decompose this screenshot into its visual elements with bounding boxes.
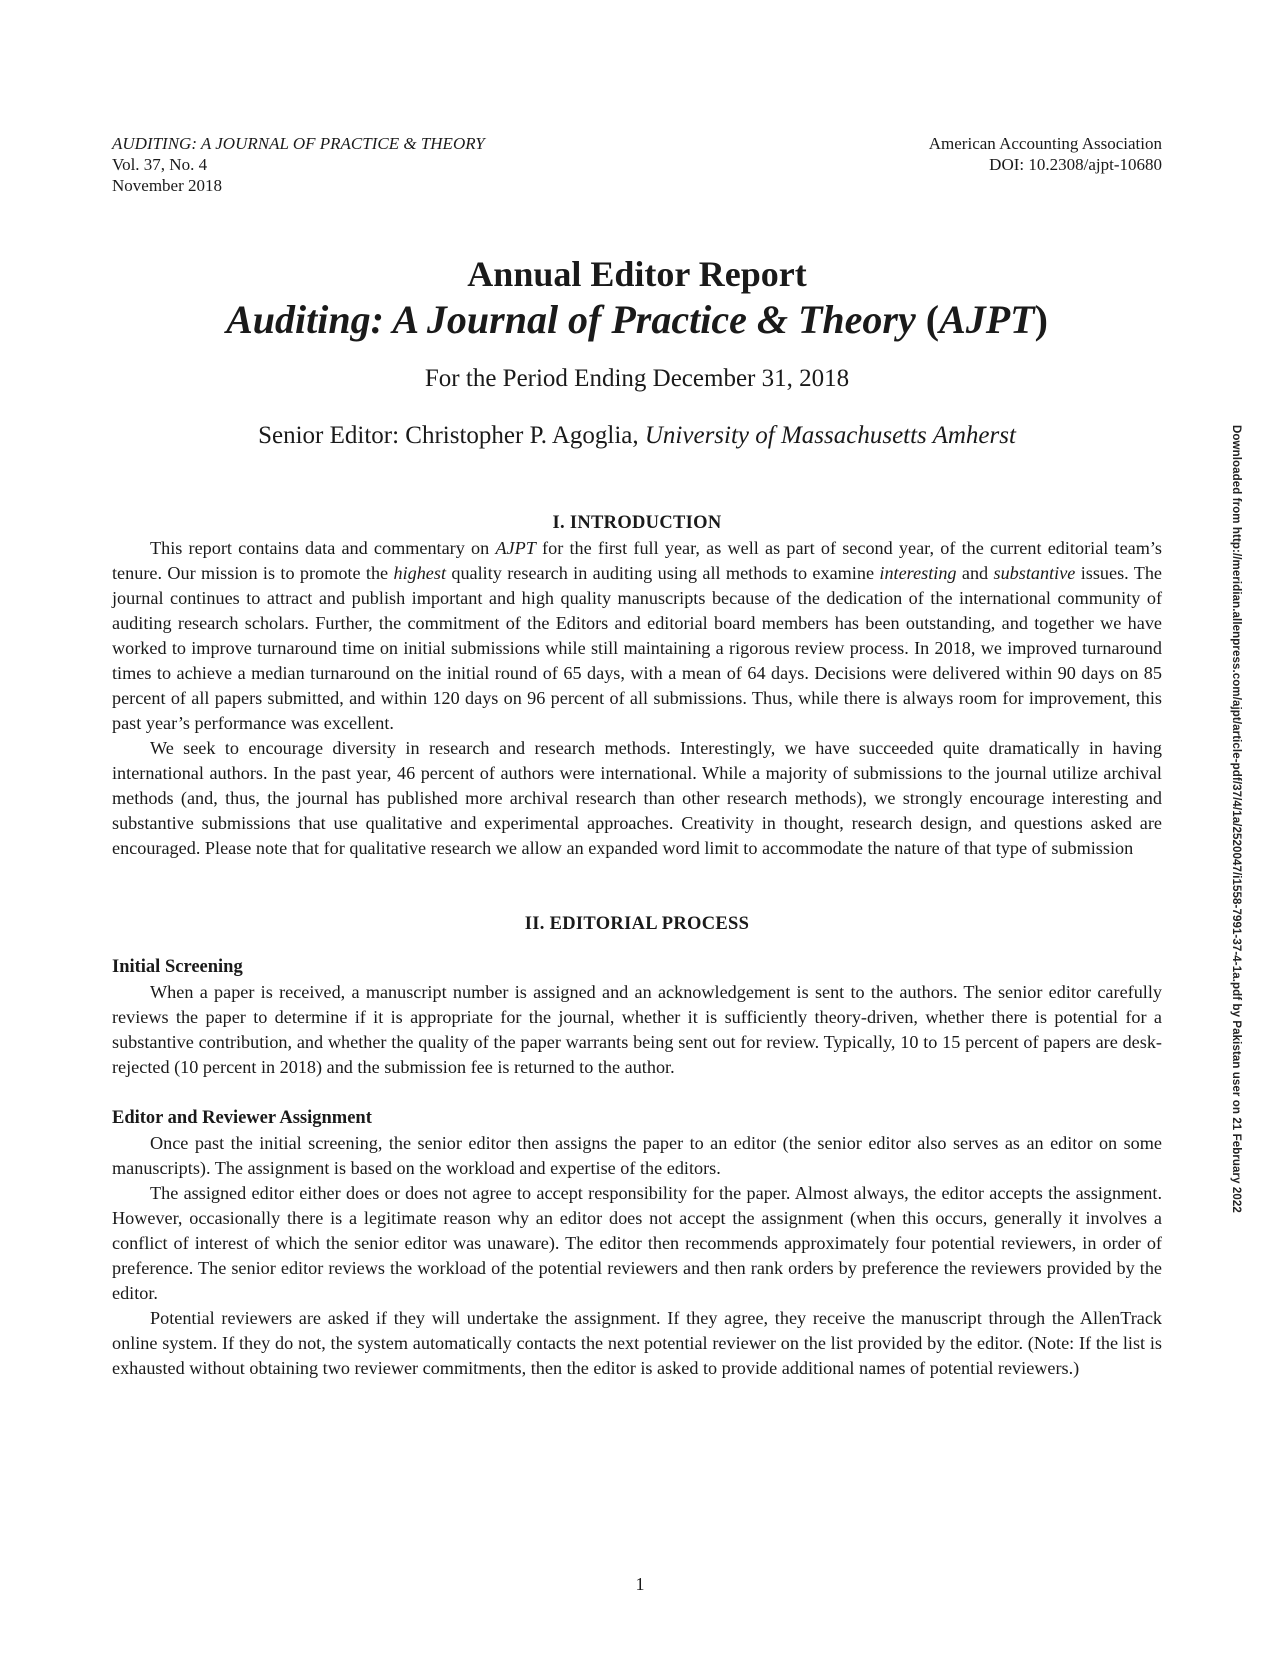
- introduction-paragraph-2: We seek to encourage diversity in research and research methods. Interestingly, we have succeeded quite dramatically in having international authors. In the past year, 46 percent of authors were international. While a majority of submissions to the journal utilize archival methods (and, thus, the journal has published more archival research than other research methods), we strongly encourage interesting and substantive submissions that use qualitative and experimental approaches. Creativity in thought, research design, and questions asked are encouraged. Please note that for qualitative research we allow an expanded word limit to accommodate the nature of that type of submission: [112, 738, 1162, 858]
- introduction-paragraph-1: [112, 536, 1162, 736]
- assignment-paragraph-3: Potential reviewers are asked if they will undertake the assignment. If they agree, they receive the manuscript through the AllenTrack online system. If they do not, the system automatically contacts the next potential reviewer on the list provided by the editor. (Note: If the list is exhausted without obtaining two reviewer commitments, then the editor is asked to provide additional names of potential reviewers.): [112, 1308, 1162, 1378]
- introduction-heading: I. INTRODUCTION: [552, 513, 722, 533]
- initial-screening-paragraph: When a paper is received, a manuscript number is assigned and an acknowledgement is sent to the authors. The senior editor carefully reviews the paper to determine if it is appropriate for the journal, whether it is sufficiently theory-driven, whether there is potential for a substantive contribution, and whether the quality of the paper warrants being sent out for review. Typically, 10 to 15 percent of papers are desk-rejected (10 percent in 2018) and the submission fee is returned to the author.: [112, 982, 1162, 1077]
- editorial-process-heading: II. EDITORIAL PROCESS: [524, 914, 750, 934]
- volume-issue: Vol. 37, No. 4: [112, 155, 208, 174]
- intro-p1-text-e: quality research in auditing using all methods to examine: [446, 563, 880, 583]
- journal-header-left: [112, 133, 485, 196]
- assignment-section: [112, 1106, 1162, 1381]
- journal-name: AUDITING: A JOURNAL OF PRACTICE & THEORY: [112, 134, 485, 153]
- intro-p1-substantive: substantive: [993, 563, 1076, 583]
- initial-screening-heading: Initial Screening: [112, 957, 243, 977]
- journal-title-close-paren: ): [1034, 297, 1048, 342]
- intro-p1-text-g: and: [956, 563, 994, 583]
- initial-screening-section: [112, 955, 1162, 1080]
- issue-date: November 2018: [112, 176, 223, 195]
- intro-p1-text-i: issues. The journal continues to attract and publish important and high quality manuscripts because of the dedication of the international community of auditing research scholars. Further, the commitment of the Editors and editorial board members has been outstanding, and together we have worked to improve turnaround time on initial submissions while still maintaining a rigorous review process. In 2018, we improved turnaround times to achieve a median turnaround on the initial round of 65 days, with a mean of 64 days. Decisions were delivered within 90 days on 85 percent of all papers submitted, and within 120 days on 96 percent of all submissions. Thus, while there is always room for improvement, this past year’s performance was excellent.: [112, 563, 1163, 733]
- intro-p1-text-a: This report contains data and commentary on: [150, 538, 496, 558]
- journal-title-open-paren: (: [915, 297, 940, 342]
- senior-editor-line: [112, 421, 1162, 451]
- intro-p1-interesting: interesting: [879, 563, 957, 583]
- assignment-paragraph-2: The assigned editor either does or does not agree to accept responsibility for the paper. Almost always, the editor accepts the assignment. However, occasionally there is a legitimate reason why an editor does not accept the assignment (when this occurs, generally it involves a conflict of interest of which the senior editor was unaware). The editor then recommends approximately four potential reviewers, in order of preference. The senior editor reviews the workload of the potential reviewers and then rank orders by preference the reviewers provided by the editor.: [112, 1183, 1162, 1303]
- journal-header-right: [929, 133, 1162, 175]
- doi: DOI: 10.2308/ajpt-10680: [989, 155, 1162, 174]
- intro-p1-highest: highest: [393, 563, 447, 583]
- download-watermark-text: Downloaded from http://meridian.allenpress.com/ajpt/article-pdf/37/4/1a/2520047/i1558-7991-37-4-1a.pdf by Pakistan user on 21 February 2022: [1230, 425, 1242, 1213]
- assignment-paragraph-1: Once past the initial screening, the senior editor then assigns the paper to an editor (the senior editor also serves as an editor on some manuscripts). The assignment is based on the workload and expertise of the editors.: [112, 1133, 1162, 1178]
- publisher: American Accounting Association: [928, 134, 1162, 153]
- senior-editor-affiliation: University of Massachusetts Amherst: [644, 422, 1016, 449]
- download-watermark: [1226, 425, 1242, 1225]
- intro-p1-ajpt: AJPT: [495, 538, 536, 558]
- journal-title: [112, 295, 1162, 345]
- editorial-process-section: [112, 912, 1162, 937]
- report-title: Annual Editor Report: [467, 254, 807, 294]
- introduction-section: [112, 511, 1162, 861]
- journal-title-abbrev: AJPT: [939, 297, 1035, 342]
- journal-title-main: Auditing: A Journal of Practice & Theory: [226, 297, 916, 342]
- senior-editor-name: Senior Editor: Christopher P. Agoglia,: [258, 422, 645, 449]
- page-number: 1: [635, 1574, 645, 1594]
- assignment-heading: Editor and Reviewer Assignment: [112, 1108, 372, 1128]
- reporting-period: For the Period Ending December 31, 2018: [424, 365, 850, 392]
- intro-p1-text-c: for the first full year, as well as part of second year, of the current editorial team’s tenure. Our mission is to promote the: [112, 538, 1162, 583]
